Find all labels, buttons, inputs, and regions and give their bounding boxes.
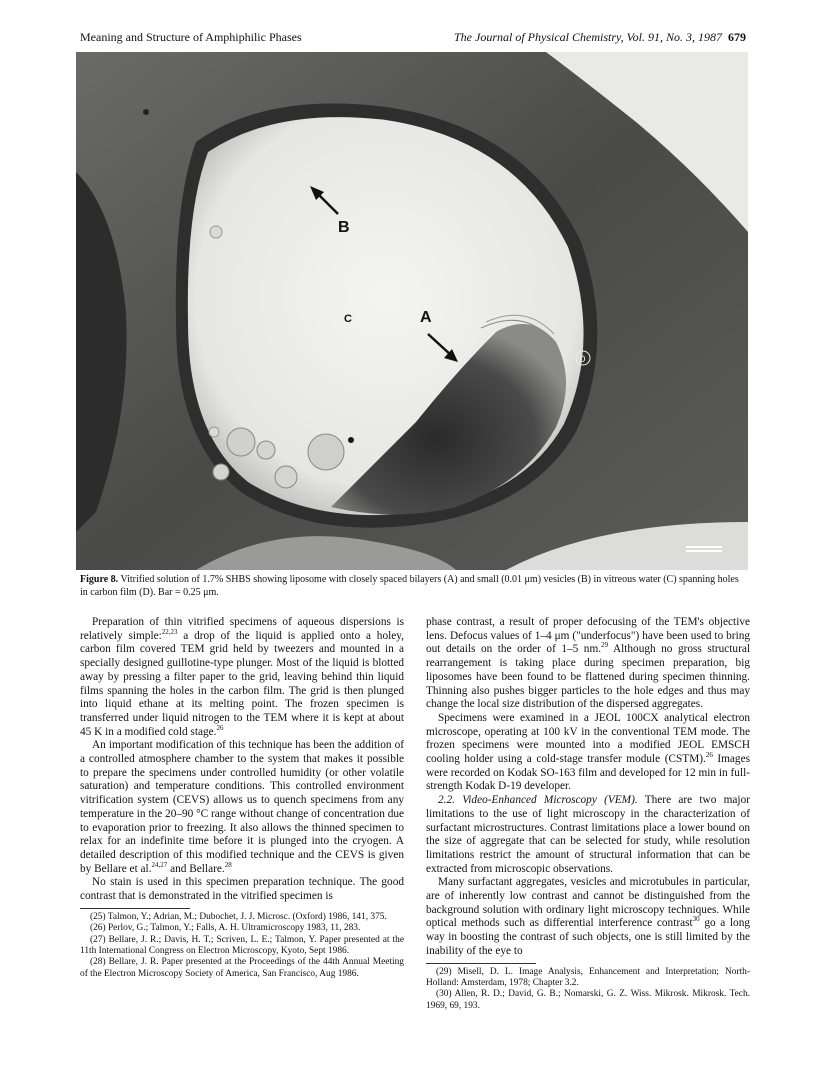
footnote-divider [426,963,536,964]
paragraph: Preparation of thin vitrified specimens of aqueous dispersions is relatively simple:$^{22,23}$ a drop of the liquid is applied onto a holey, carbon film covered TEM grid held by tweezers and mounted in a specially designed guillotine-type plunger. Most of the liquid is blotted away by pressing a filter paper to the grid, leaving behind thin liquid films spanning the holes in the carbon film. The grid is then plunged into liquid ethane at its melting point. The frozen specimen is transferred under liquid nitrogen to the TEM where it is kept at about 45 K in a modified cold stage.$^{26}$ [80,616,404,738]
right-column [426,616,750,1012]
caption-text: Vitrified solution of 1.7% SHBS showing liposome with closely spaced bilayers (A) and small (0.01 μm) vesicles (B) in vitreous water (C) spanning holes in carbon film (D). Bar = 0.25 μm. [80,574,739,598]
reference-30: (30) Allen, R. D.; David, G. B.; Nomarski, G. Z. Wiss. Mikrosk. Mikrosk. Tech. 1969, 69, 193. [426,989,750,1011]
section-heading: 2.2. Video-Enhanced Microscopy (VEM). [438,794,638,807]
left-column [80,616,404,980]
journal-citation: The Journal of Physical Chemistry, Vol. 91, No. 3, 1987 [454,30,722,44]
reference-29: (29) Misell, D. L. Image Analysis, Enhancement and Interpretation; North-Holland: Amsterdam, 1978; Chapter 3.2. [426,966,750,988]
page-number: 679 [728,30,746,44]
footnote-divider [80,908,190,909]
footnote-references [80,912,404,980]
paragraph: An important modification of this technique has been the addition of a controlled atmosphere chamber to the system that makes it possible to prepare the specimens under controlled humidity (or other volatile saturation) and temperature conditions. This controlled environment vitrification system (CEVS) allows us to quench specimens from any temperature in the 20–90 °C range without change of concentration due to evaporation prior to freezing. It also allows the thinned specimen to relax for an indefinite time before it is plunged into the cryogen. A detailed description of this modified technique and the CEVS is given by Bellare et al.$^{24,27}$ and Bellare.$^{28}$ [80,739,404,875]
label-D: D [579,354,586,364]
paragraph: Specimens were examined in a JEOL 100CX analytical electron microscope, operating at 100 kV in the conventional TEM mode. The frozen specimens were mounted into a modified JEOL EMSCH cooling holder using a cold-stage transfer module (CSTM).$^{26}$ Images were recorded on Kodak SO-163 film and developed for 12 min in full-strength Kodak D-19 developer. [426,711,750,793]
reference-28: (28) Bellare, J. R. Paper presented at the Proceedings of the 44th Annual Meeting of the Electron Microscopy Society of America, San Francisco, Aug 1986. [80,957,404,979]
paragraph: No stain is used in this specimen preparation technique. The good contrast that is demonstrated in the vitrified specimen is [80,876,404,903]
label-C: C [344,313,352,325]
micrograph-figure [76,52,748,570]
running-header-journal [454,30,746,45]
caption-label: Figure 8. [80,574,119,585]
footnote-references [426,967,750,1013]
label-B: B [338,219,350,236]
running-header-title: Meaning and Structure of Amphiphilic Phases [80,30,302,44]
paragraph: phase contrast, a result of proper defocusing of the TEM's objective lens. Defocus values of 1–4 μm ("underfocus") have been used to bring out details on the order of 1–5 nm.$^{29}$ Although no gross structural rearrangement is taking place during specimen preparation, big liposomes have been found to be flattened during specimen thinning. Thinning also pushes bigger particles to the hole edges and thus may change the local size distribution of the dispersed aggregates. [426,616,750,711]
reference-25: (25) Talmon, Y.; Adrian, M.; Dubochet, J. J. Microsc. (Oxford) 1986, 141, 375. [90,911,387,922]
paragraph: 2.2. Video-Enhanced Microscopy (VEM). There are two major limitations to the use of light microscopy in the characterization of surfactant microstructures. Contrast limitations place a lower bound on the size of aggregate that can be selected for study, while resolution limitations restrict the amount of structural information that can be extracted from microscopic observations. [426,794,750,875]
label-A: A [420,309,432,326]
figure-caption [80,573,748,599]
micrograph-image [76,52,748,570]
reference-27: (27) Bellare, J. R.; Davis, H. T.; Scriven, L. E.; Talmon, Y. Paper presented at the 11th International Congress on Electron Microscopy, Kyoto, Sept 1986. [80,934,404,956]
paragraph: Many surfactant aggregates, vesicles and microtubules in particular, are of inherently low contrast and cannot be distinguished from the background solution with ordinary light microscopy techniques. While optical methods such as differential interference contrast$^{30}$ go a long way in boosting the contrast of such objects, one is still limited by the inability of the eye to [426,876,750,957]
reference-26: (26) Perlov, G.; Talmon, Y.; Falls, A. H. Ultramicroscopy 1983, 11, 283. [90,923,361,934]
